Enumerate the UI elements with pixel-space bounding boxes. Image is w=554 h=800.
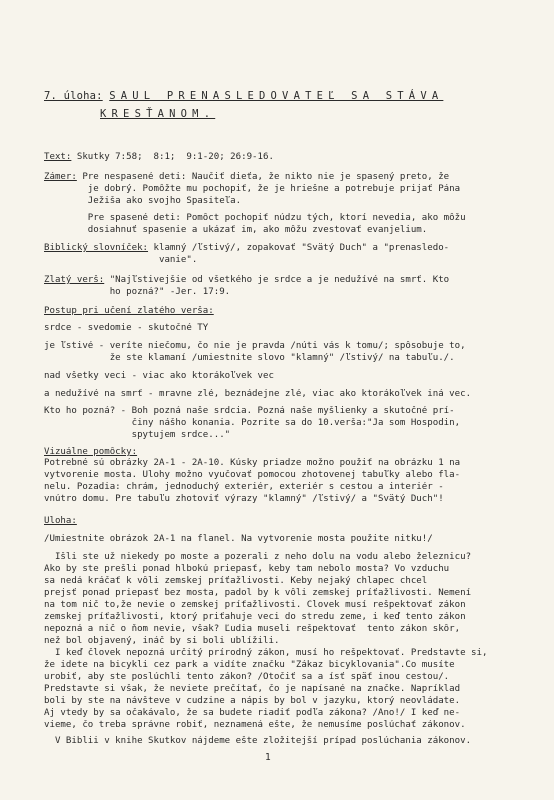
- uloha-line: Ako by ste prešli ponad hlbokú priepasť, keby tam nebolo mosta? Vo vzduchu: [44, 564, 450, 574]
- text-label: Text:: [44, 152, 72, 162]
- postup-line: že ste klamaní /umiestnite slovo "klamný" /ľstivý/ na tabuľu./.: [44, 353, 455, 363]
- text-value: Skutky 7:58; 8:1; 9:1-20; 26:9-16.: [71, 152, 274, 162]
- zamer-line: Pre spasené deti: Pomôct pochopiť núdzu tých, ktorí nevedia, ako môžu: [44, 213, 466, 223]
- zlaty-vers-line: [44, 275, 514, 286]
- pomocky-line: vnútro domu. Pre tabuľu zhotoviť výrazy "klamný" /ľstivý/ a "Svätý Duch"!: [44, 494, 444, 504]
- page-number: 1: [265, 752, 271, 763]
- slovnicek-text: klamný /ľstivý/, zopakovať "Svätý Duch" a "prenasledo-: [148, 243, 450, 253]
- uloha-line: Aj vtedy by sa očakávalo, že sa budete riadiť podľa zákona? /Áno!/ I keď ne-: [44, 708, 461, 718]
- lesson-heading-line2: KRESŤANOM.: [100, 108, 216, 120]
- uloha-line: že idete na bicykli cez park a vidíte značku "Zákaz bicyklovania".Čo musíte: [44, 660, 455, 670]
- pomocky-line: vytvorenie mosta. Úlohy možno vyučovať pomocou zhotovenej tabuľky alebo fla-: [44, 470, 461, 480]
- uloha-line: zemskej príťažlivosti, ktorý priťahuje veci do stredu zeme, i keď tento zákon: [44, 612, 466, 622]
- text-reference: [44, 152, 514, 163]
- postup-line: srdce - svedomie - skutočné TY: [44, 323, 209, 333]
- zlaty-vers-line: ho pozná?" -Jer. 17:9.: [44, 287, 231, 297]
- uloha-line: vieme, čo treba správne robiť, neznamená ešte, že nemusíme poslúchať zákonov.: [44, 720, 466, 730]
- uloha-line: /Umiestnite obrázok 2A-1 na flanel. Na vytvorenie mosta použite nitku!/: [44, 534, 433, 544]
- lesson-number: 7. úloha:: [44, 90, 103, 102]
- uloha-line: prejsť ponad priepasť bez mosta, padol by k vôli zemskej príťažlivosti. Nemení: [44, 588, 472, 598]
- postup-line: spytujem srdce...": [44, 430, 231, 440]
- pomocky-label: Vizuálne pomôcky:: [44, 447, 138, 457]
- uloha-label: Úloha:: [44, 516, 77, 526]
- uloha-line: V Biblii v knihe Skutkov nájdeme ešte zložitejší prípad poslúchania zákonov.: [44, 736, 472, 746]
- postup-label: Postup pri učení zlatého verša:: [44, 306, 214, 316]
- lesson-title: [44, 90, 443, 102]
- uloha-line: na tom nič to,že nevie o zemskej príťažlivosti. Človek musí rešpektovať zákon: [44, 600, 466, 610]
- postup-line: a nedužívé na smrť - mravne zlé, beznádejne zlé, viac ako ktorákoľvek iná vec.: [44, 389, 472, 399]
- postup-line: Kto ho pozná? - Boh pozná naše srdcia. Pozná naše myšlienky a skutočné prí-: [44, 406, 455, 416]
- uloha-line: nepozná a nič o ňom nevie, však? Ľudia museli rešpektovať tento zákon skôr,: [44, 624, 461, 634]
- zamer-line: Ježiša ako svojho Spasiteľa.: [44, 196, 242, 206]
- uloha-line: I keď človek nepozná určitý prírodný zákon, musí ho rešpektovať. Predstavte si,: [44, 648, 488, 658]
- zamer-line: dosiahnuť spasenie a ukázať im, ako môžu zvestovať evanjelium.: [44, 225, 428, 235]
- lesson-heading-line1: SAUL PRENASLEDOVATEĽ SA STÁVA: [109, 90, 444, 102]
- zamer-line: je dobrý. Pomôžte mu pochopiť, že je hriešne a potrebuje prijať Pána: [44, 184, 461, 194]
- pomocky-line: Potrebné sú obrázky 2A-1 - 2A-10. Kúsky priadze možno použiť na obrázku 1 na: [44, 458, 461, 468]
- zamer-label: Zámer:: [44, 172, 77, 182]
- uloha-line: než bol objavený, ináč by si boli ublížili.: [44, 636, 280, 646]
- uloha-line: Predstavte si však, že neviete prečítať, čo je napísané na značke. Napríklad: [44, 684, 461, 694]
- uloha-line: sa nedá kráčať k vôli zemskej príťažlivosti. Keby nejaký chlapec chcel: [44, 576, 428, 586]
- uloha-line: urobiť, aby ste poslúchli tento zákon? /Otočiť sa a ísť späť inou cestou/.: [44, 672, 450, 682]
- pomocky-line: nelu. Pozadia: chrám, jednoduchý exteriér, exteriér s cestou a interiér -: [44, 482, 444, 492]
- uloha-line: Išli ste už niekedy po moste a pozerali z neho dolu na vodu alebo železnicu?: [44, 552, 472, 562]
- uloha-line: boli by ste na návšteve v cudzine a nápis by bol v jazyku, ktorý neovládate.: [44, 696, 461, 706]
- zamer-text: Pre nespasené deti: Naučiť dieťa, že nikto nie je spasený preto, že: [76, 172, 450, 182]
- slovnicek-line: vanie".: [44, 255, 198, 265]
- postup-line: je ľstivé - veríte niečomu, čo nie je pravda /núti vás k tomu/; spôsobuje to,: [44, 341, 466, 351]
- zlaty-vers-text: "Najľstivejšie od všetkého je srdce a je nedužívé na smrť. Kto: [104, 275, 450, 285]
- postup-line: činy nášho konania. Pozrite sa do 10.verša:"Ja som Hospodin,: [44, 418, 461, 428]
- zlaty-vers-label: Zlatý verš:: [44, 275, 105, 285]
- zamer-line: [44, 172, 514, 183]
- slovnicek-label: Biblický slovníček:: [44, 243, 149, 253]
- slovnicek-line: [44, 243, 514, 254]
- postup-line: nad všetky veci - viac ako ktorákoľvek vec: [44, 371, 274, 381]
